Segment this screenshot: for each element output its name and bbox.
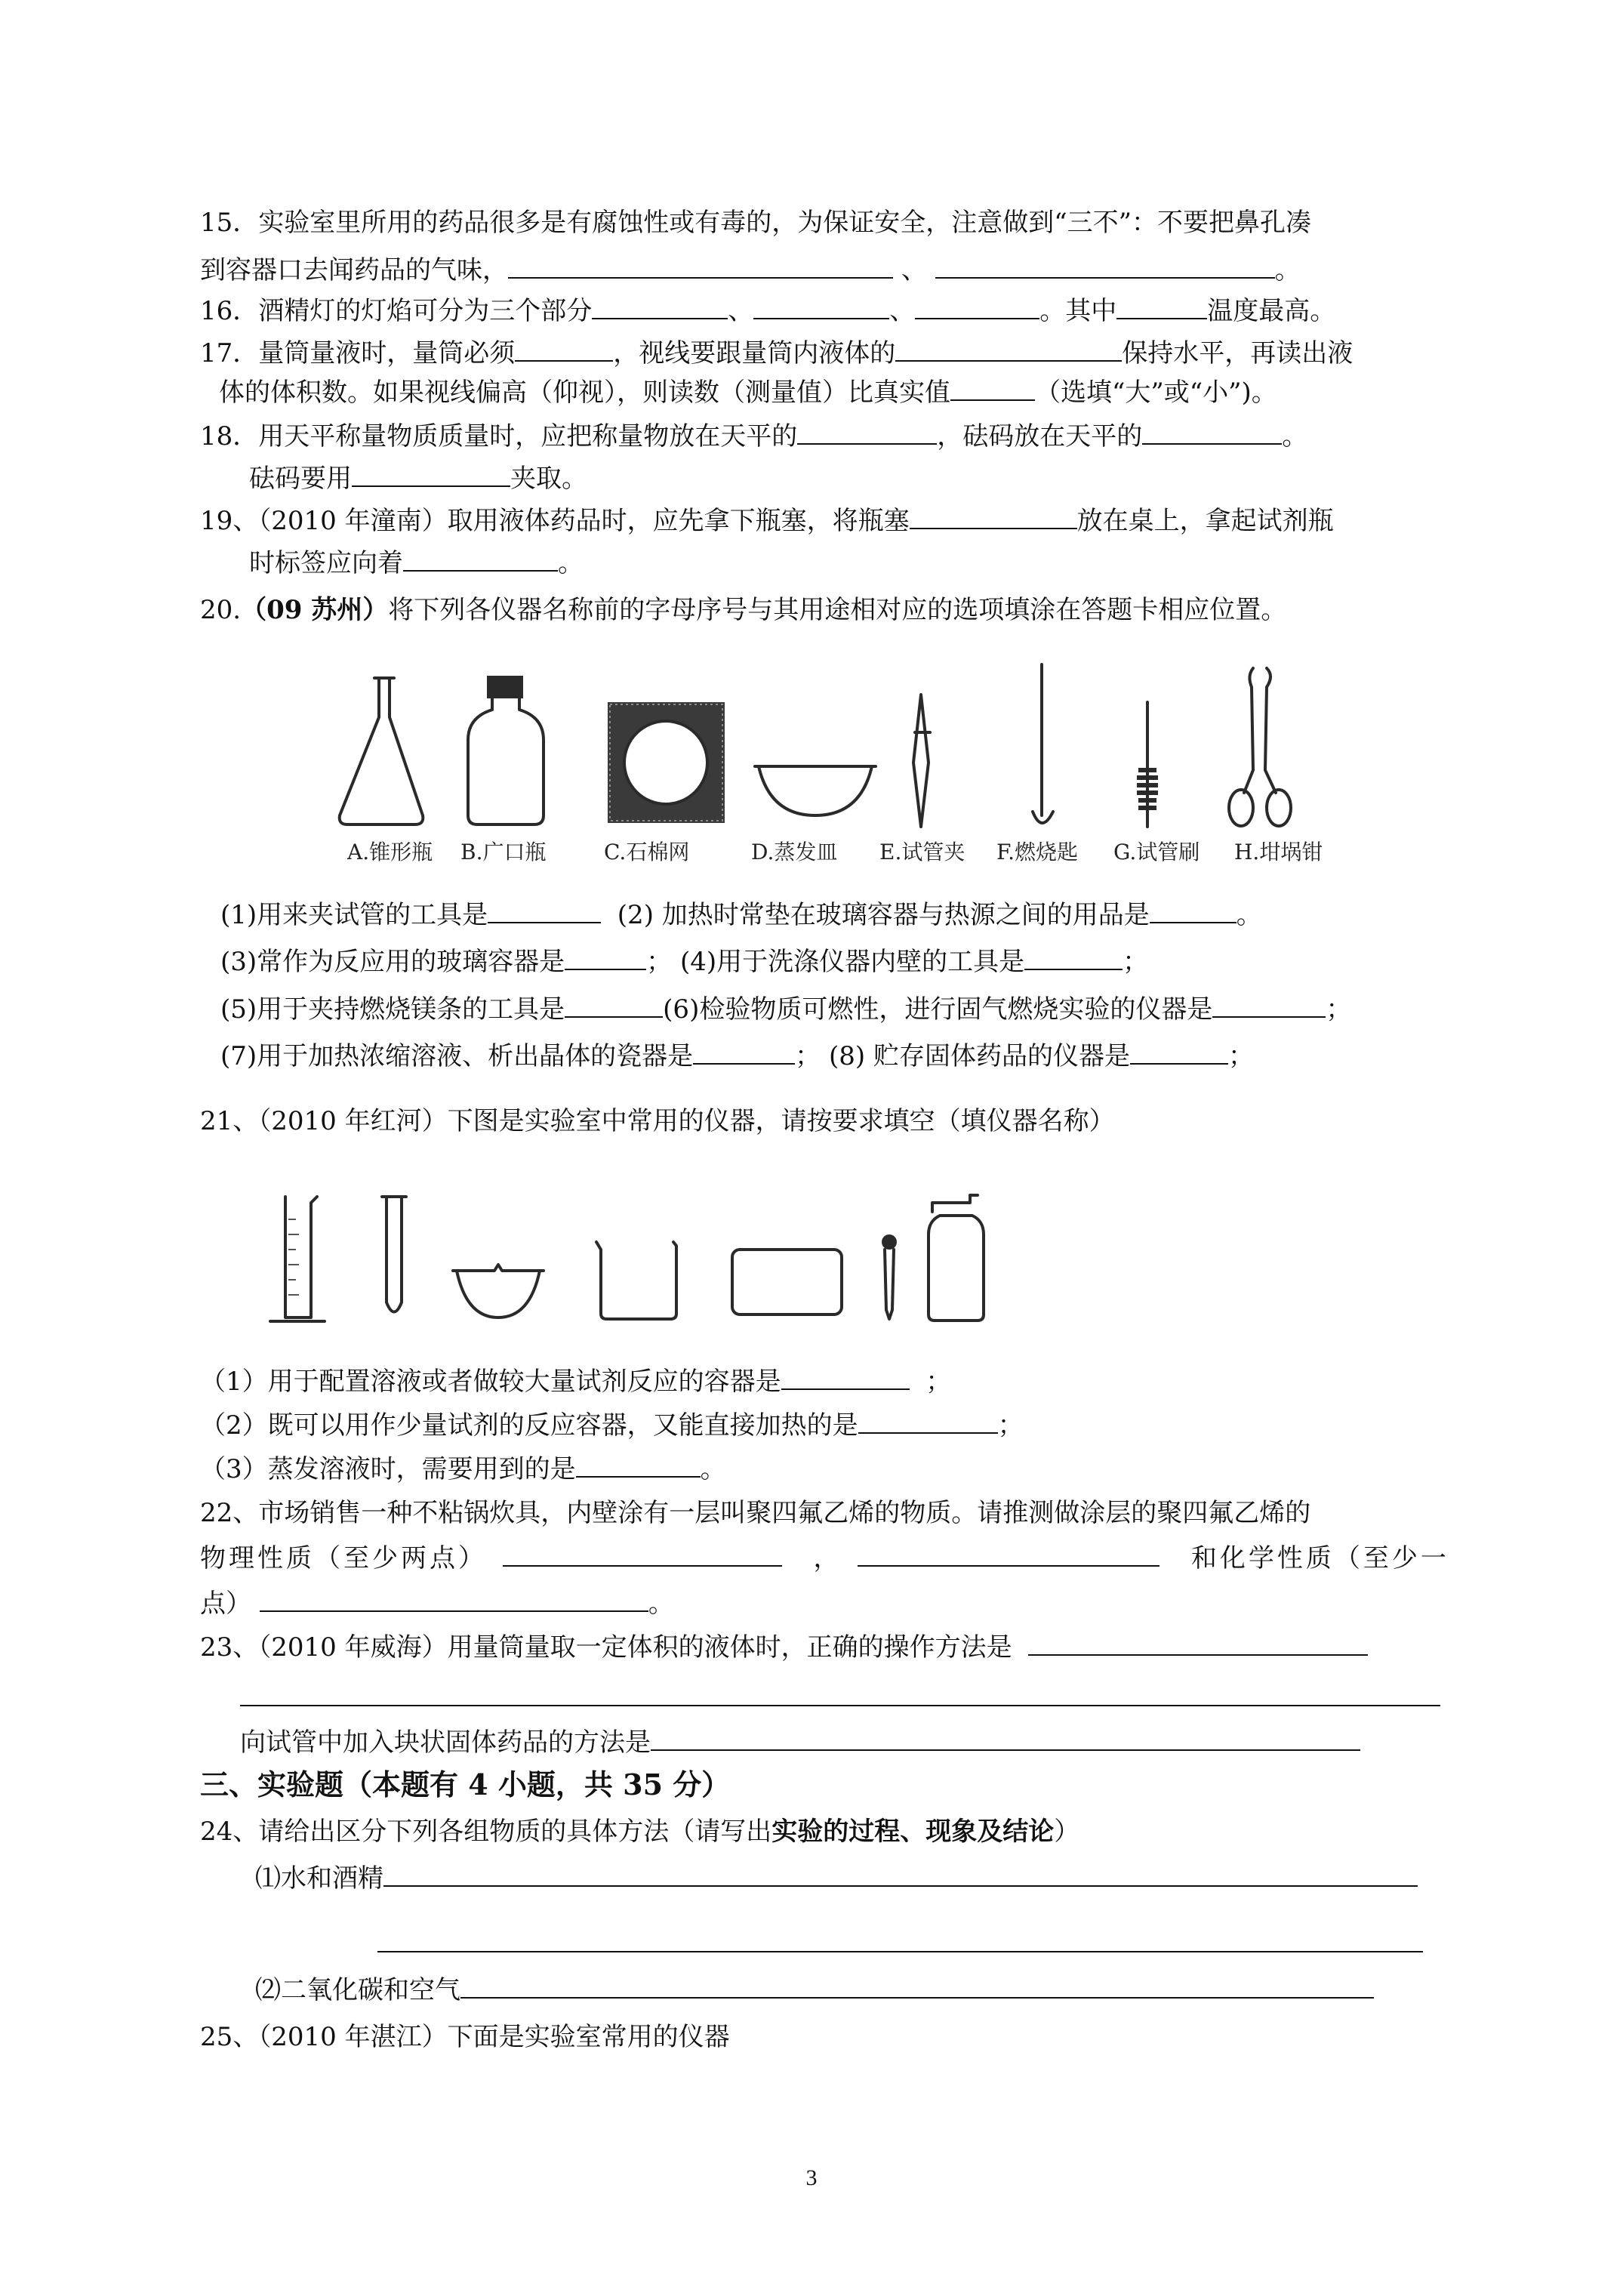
dropper-icon: [882, 1234, 897, 1319]
q19-line-2: 时标签应向着 。: [249, 548, 584, 578]
instrument-label-b: B.广口瓶: [460, 840, 547, 864]
q22-line-3: 点） 。: [200, 1589, 674, 1619]
q16-blank-1[interactable]: [592, 297, 728, 319]
q20-blank-4[interactable]: [1024, 948, 1123, 970]
q20-line: 20.（09 苏州）将下列各仪器名称前的字母序号与其用途相对应的选项填涂在答题卡相应位置。: [200, 595, 1287, 625]
q20-sub-3: (5)用于夹持燃烧镁条的工具是 (6)检验物质可燃性，进行固气燃烧实验的仪器是 ；: [220, 994, 1352, 1025]
asbestos-gauze-icon: [608, 702, 725, 823]
evaporating-dish-icon: [755, 766, 876, 815]
beaker-icon: [596, 1242, 676, 1319]
q17-line-2: 体的体积数。如果视线偏高（仰视），则读数（测量值）比真实值 （选填“大”或“小”)。: [219, 378, 1277, 408]
q21-instrument-drawing: [226, 1174, 1057, 1348]
graduated-cylinder-icon: [270, 1197, 325, 1321]
q20-blank-1[interactable]: [488, 901, 601, 923]
q21-title: 21、（2010 年红河）下图是实验室中常用的仪器，请按要求填空（填仪器名称）: [200, 1106, 1115, 1136]
q23-line-2: 向试管中加入块状固体药品的方法是: [240, 1726, 1360, 1759]
instrument-label-h: H.坩埚钳: [1234, 840, 1323, 864]
q16-blank-4[interactable]: [1116, 297, 1207, 319]
q17-blank-2[interactable]: [895, 339, 1122, 362]
instrument-label-f: F.燃烧匙: [996, 840, 1078, 864]
q17-blank-3[interactable]: [950, 378, 1035, 401]
test-tube-holder-icon: [913, 695, 930, 827]
q20-blank-3[interactable]: [565, 948, 646, 970]
q24-blank-2[interactable]: [460, 1976, 1374, 1999]
q24-line: 24、请给出区分下列各组物质的具体方法（请写出实验的过程、现象及结论）: [200, 1817, 1080, 1847]
q15-line-2: 到容器口去闻药品的气味， 、 。: [200, 255, 1301, 285]
wide-mouth-bottle-icon: [468, 676, 544, 824]
q24-sub-1: ⑴水和酒精: [255, 1862, 1418, 1895]
q15-blank-2[interactable]: [935, 256, 1275, 279]
q21-blank-3[interactable]: [576, 1455, 701, 1478]
q20-instrument-figure: [317, 657, 1359, 868]
instrument-label-g: G.试管刷: [1113, 840, 1200, 864]
q19-blank-1[interactable]: [910, 507, 1077, 529]
q20-blank-6[interactable]: [1212, 995, 1326, 1018]
q24-sub-2: ⑵二氧化碳和空气: [255, 1974, 1374, 2007]
q21-blank-1[interactable]: [781, 1367, 910, 1390]
q20-sub-2: (3)常作为反应用的玻璃容器是 ； (4)用于洗涤仪器内壁的工具是 ；: [220, 947, 1149, 977]
q20-blank-2[interactable]: [1150, 901, 1236, 923]
q20-sub-1: (1)用来夹试管的工具是 (2) 加热时常垫在玻璃容器与热源之间的用品是 。: [220, 900, 1262, 930]
q19-blank-2[interactable]: [403, 549, 558, 572]
q18-blank-3[interactable]: [352, 464, 510, 487]
q21-sub-1: （1）用于配置溶液或者做较大量试剂反应的容器是 ；: [200, 1367, 952, 1397]
q22-blank-2[interactable]: [858, 1544, 1160, 1567]
q23-answer-line[interactable]: [240, 1705, 1440, 1706]
q18-blank-2[interactable]: [1142, 422, 1282, 445]
instrument-label-e: E.试管夹: [879, 840, 965, 864]
q21-sub-3: （3）蒸发溶液时，需要用到的是 。: [200, 1454, 726, 1484]
crucible-tongs-icon: [1229, 668, 1291, 826]
q15-blank-1[interactable]: [508, 256, 893, 279]
q20-instrument-drawing: [317, 657, 1359, 868]
q21-blank-2[interactable]: [858, 1411, 998, 1434]
q17-line-1: 17．量筒量液时，量筒必须 ，视线要跟量筒内液体的 保持水平，再读出液: [200, 338, 1354, 368]
q15-line-1: 15．实验室里所用的药品很多是有腐蚀性或有毒的，为保证安全，注意做到“三不”：不要把鼻孔凑: [200, 208, 1312, 238]
combustion-spoon-icon: [1033, 664, 1053, 823]
q22-line-1: 22、市场销售一种不粘锅炊具，内壁涂有一层叫聚四氟乙烯的物质。请推测做涂层的聚四氟乙烯的: [200, 1498, 1311, 1528]
section-3-title: 三、实验题（本题有 4 小题，共 35 分）: [200, 1767, 731, 1801]
q24-answer-line[interactable]: [377, 1951, 1423, 1952]
q21-sub-2: （2）既可以用作少量试剂的反应容器，又能直接加热的是 ；: [200, 1410, 1024, 1441]
q21-instrument-figure: [226, 1174, 1057, 1348]
conical-flask-icon: [340, 678, 423, 824]
q19-line-1: 19、（2010 年潼南）取用液体药品时，应先拿下瓶塞，将瓶塞 放在桌上，拿起试剂瓶: [200, 506, 1334, 536]
q22-blank-1[interactable]: [503, 1544, 782, 1567]
q23-blank-2[interactable]: [651, 1728, 1360, 1751]
q25-line: 25、（2010 年湛江）下面是实验室常用的仪器: [200, 2022, 730, 2052]
test-tube-brush-icon: [1137, 702, 1158, 827]
q16-blank-2[interactable]: [753, 297, 889, 319]
q18-line-2: 砝码要用 夹取。: [249, 464, 587, 494]
q18-blank-1[interactable]: [797, 422, 937, 445]
test-tube-icon: [382, 1197, 406, 1312]
q23-blank-1[interactable]: [1028, 1633, 1368, 1656]
q24-blank-1[interactable]: [383, 1864, 1418, 1887]
q23-line-1: 23、（2010 年威海）用量筒量取一定体积的液体时，正确的操作方法是: [200, 1631, 1368, 1664]
q20-blank-5[interactable]: [565, 995, 663, 1018]
q18-line-1: 18．用天平称量物质质量时，应把称量物放在天平的 ，砝码放在天平的 。: [200, 421, 1308, 451]
q22-blank-3[interactable]: [260, 1589, 648, 1612]
instrument-label-a: A.锥形瓶: [347, 840, 433, 864]
q22-line-2: 物理性质（至少两点） ， 和化学性质（至少一: [200, 1543, 1449, 1573]
q20-blank-8[interactable]: [1130, 1042, 1228, 1065]
instrument-label-d: D.蒸发皿: [751, 840, 838, 864]
page-number: 3: [805, 2165, 818, 2190]
q17-blank-1[interactable]: [515, 339, 613, 362]
q16-line: 16．酒精灯的灯焰可分为三个部分 、 、 。其中 温度最高。: [200, 296, 1336, 326]
instrument-label-c: C.石棉网: [604, 840, 690, 864]
q20-sub-4: (7)用于加热浓缩溶液、析出晶体的瓷器是 ； (8) 贮存固体药品的仪器是 ；: [220, 1041, 1254, 1071]
reagent-bottle-icon: [929, 1195, 984, 1321]
evaporating-dish-icon: [453, 1265, 544, 1318]
trough-icon: [732, 1250, 842, 1314]
q16-blank-3[interactable]: [915, 297, 1039, 319]
q20-blank-7[interactable]: [693, 1042, 795, 1065]
